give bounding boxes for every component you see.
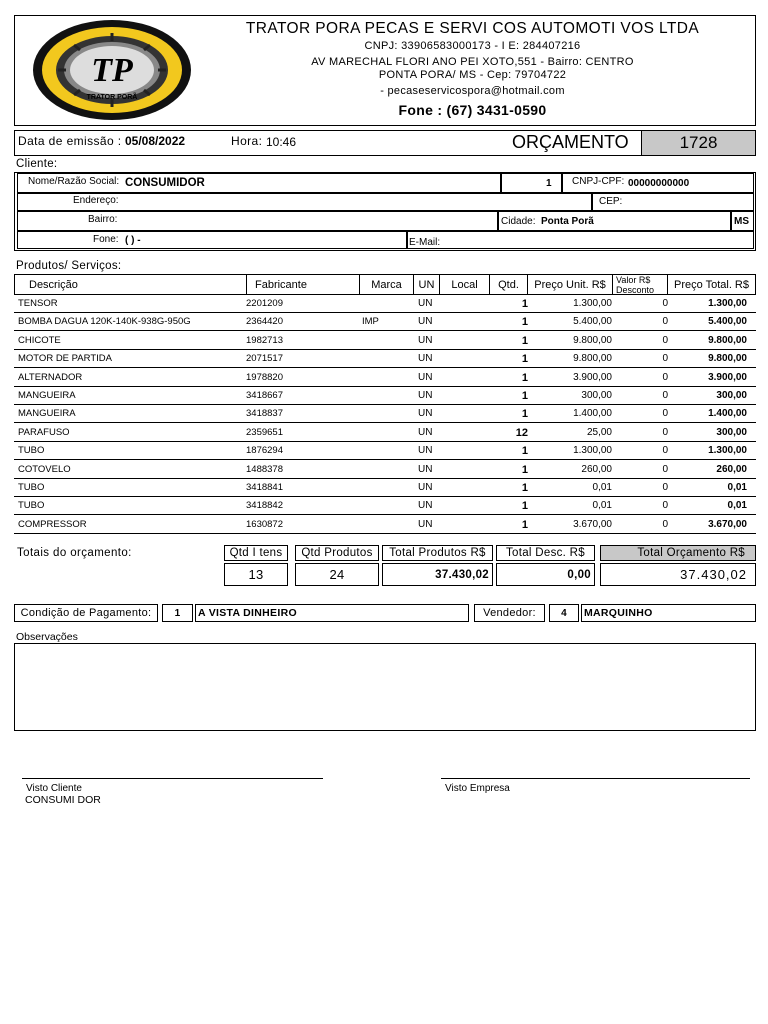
row-quantity: 1 bbox=[521, 518, 528, 531]
row-manufacturer: 3418842 bbox=[246, 500, 283, 512]
row-unit: UN bbox=[418, 445, 433, 457]
client-signature-line bbox=[22, 778, 323, 779]
client-signature-name: CONSUMI DOR bbox=[25, 794, 101, 806]
table-row bbox=[14, 350, 756, 368]
row-discount: 0 bbox=[662, 463, 668, 475]
row-quantity: 1 bbox=[521, 298, 528, 310]
row-description: COMPRESSOR bbox=[18, 518, 87, 530]
document-number: 1728 bbox=[641, 130, 756, 156]
row-total-price: 3.670,00 bbox=[708, 518, 747, 530]
row-quantity: 12 bbox=[515, 426, 528, 439]
client-name-label: Nome/Razão Social: bbox=[28, 176, 120, 187]
row-unit-price: 5.400,00 bbox=[573, 316, 612, 328]
observations-label: Observações bbox=[16, 631, 78, 643]
row-brand: IMP bbox=[362, 316, 379, 328]
header-description: Descrição bbox=[14, 274, 247, 295]
table-row bbox=[14, 461, 756, 479]
row-unit: UN bbox=[418, 482, 433, 493]
row-manufacturer: 2364420 bbox=[246, 316, 283, 328]
company-logo bbox=[32, 19, 192, 121]
table-row bbox=[14, 313, 756, 331]
row-unit: UN bbox=[418, 334, 433, 346]
row-unit: UN bbox=[418, 463, 433, 475]
header-discount-line1: Valor R$ bbox=[616, 274, 651, 285]
table-row bbox=[14, 442, 756, 460]
row-unit-price: 1.400,00 bbox=[573, 408, 612, 420]
header-manufacturer: Fabricante bbox=[246, 274, 360, 295]
row-unit-price: 9.800,00 bbox=[573, 353, 612, 365]
row-discount: 0 bbox=[662, 445, 668, 457]
row-manufacturer: 2071517 bbox=[246, 353, 283, 365]
table-row bbox=[14, 405, 756, 423]
row-quantity: 1 bbox=[521, 371, 528, 384]
date-label: Data de emissão : bbox=[18, 134, 122, 148]
row-quantity: 1 bbox=[521, 463, 528, 476]
company-city: PONTA PORA/ MS - Cep: 79704722 bbox=[378, 69, 567, 81]
client-city: Ponta Porã bbox=[541, 216, 594, 227]
row-manufacturer: 1982713 bbox=[246, 334, 283, 346]
row-unit: UN bbox=[418, 390, 433, 401]
total-budget-label: Total Orçamento R$ bbox=[600, 545, 756, 561]
row-unit: UN bbox=[418, 518, 433, 530]
row-discount: 0 bbox=[662, 316, 668, 328]
row-unit: UN bbox=[418, 316, 433, 328]
row-discount: 0 bbox=[662, 482, 668, 493]
qtd-items-label: Qtd I tens bbox=[224, 545, 288, 561]
row-unit-price: 0,01 bbox=[592, 500, 612, 512]
header-quantity: Qtd. bbox=[489, 274, 528, 295]
client-email-label: E-Mail: bbox=[409, 237, 441, 248]
company-name: TRATOR PORA PECAS E SERVI COS AUTOMOTI VOS LTDA bbox=[245, 20, 700, 37]
row-description: MANGUEIRA bbox=[18, 390, 76, 401]
row-unit-price: 1.300,00 bbox=[573, 298, 612, 309]
client-code-field bbox=[501, 173, 562, 193]
client-code: 1 bbox=[546, 178, 552, 189]
qtd-products-label: Qtd Produtos bbox=[295, 545, 379, 561]
row-unit-price: 260,00 bbox=[581, 463, 612, 475]
client-phone-label: Fone: bbox=[93, 234, 119, 245]
total-budget-value: 37.430,02 bbox=[600, 563, 756, 586]
row-description: TENSOR bbox=[18, 298, 58, 309]
row-total-price: 1.400,00 bbox=[708, 408, 747, 420]
observations-box bbox=[14, 643, 756, 731]
seller-label: Vendedor: bbox=[474, 604, 545, 622]
row-discount: 0 bbox=[662, 518, 668, 530]
row-unit-price: 0,01 bbox=[592, 482, 612, 493]
company-phone: Fone : (67) 3431-0590 bbox=[398, 102, 547, 118]
row-description: ALTERNADOR bbox=[18, 371, 83, 383]
row-unit: UN bbox=[418, 500, 433, 512]
row-unit: UN bbox=[418, 371, 433, 383]
row-description: PARAFUSO bbox=[18, 426, 70, 438]
row-unit: UN bbox=[418, 353, 433, 365]
row-total-price: 1.300,00 bbox=[708, 298, 747, 309]
row-discount: 0 bbox=[662, 500, 668, 512]
company-signature-label: Visto Empresa bbox=[445, 783, 510, 794]
header-discount-line2: Desconto bbox=[616, 284, 655, 295]
total-products-label: Total Produtos R$ bbox=[382, 545, 493, 561]
company-address: AV MARECHAL FLORI ANO PEI XOTO,551 - Bairro: CENTRO bbox=[311, 56, 634, 68]
header-brand: Marca bbox=[359, 274, 414, 295]
seller-code: 4 bbox=[549, 604, 579, 622]
total-discount-label: Total Desc. R$ bbox=[496, 545, 595, 561]
row-description: TUBO bbox=[18, 500, 45, 512]
row-description: TUBO bbox=[18, 482, 45, 493]
logo-subtext: TRATOR PORÃ bbox=[86, 94, 138, 101]
header-discount bbox=[612, 274, 668, 295]
emission-hour: 10:46 bbox=[266, 135, 297, 149]
company-email[interactable]: - pecaseservicospora@hotmail.com bbox=[380, 85, 565, 97]
table-row bbox=[14, 369, 756, 387]
row-manufacturer: 1876294 bbox=[246, 445, 283, 457]
row-description: MOTOR DE PARTIDA bbox=[18, 353, 112, 365]
client-email-field bbox=[407, 231, 754, 249]
row-manufacturer: 2201209 bbox=[246, 298, 283, 309]
emission-date: 05/08/2022 bbox=[125, 134, 186, 148]
client-city-label: Cidade: bbox=[501, 216, 536, 227]
row-unit-price: 300,00 bbox=[581, 390, 612, 401]
row-discount: 0 bbox=[662, 426, 668, 438]
payment-condition: A VISTA DINHEIRO bbox=[195, 604, 469, 622]
row-description: BOMBA DAGUA 120K-140K-938G-950G bbox=[18, 316, 191, 328]
client-cnpj: 00000000000 bbox=[628, 178, 690, 189]
row-total-price: 1.300,00 bbox=[708, 445, 747, 457]
row-manufacturer: 1630872 bbox=[246, 518, 283, 530]
client-section-label: Cliente: bbox=[16, 158, 58, 170]
client-bairro-label: Bairro: bbox=[88, 214, 118, 225]
row-description: TUBO bbox=[18, 445, 45, 457]
client-cnpj-label: CNPJ-CPF: bbox=[572, 176, 625, 187]
row-unit-price: 3.900,00 bbox=[573, 371, 612, 383]
table-row bbox=[14, 479, 756, 497]
table-row bbox=[14, 424, 756, 442]
row-unit-price: 3.670,00 bbox=[573, 518, 612, 530]
header-unit: UN bbox=[413, 274, 440, 295]
row-discount: 0 bbox=[662, 390, 668, 401]
qtd-products-value: 24 bbox=[295, 563, 379, 586]
row-total-price: 5.400,00 bbox=[708, 316, 747, 328]
row-quantity: 1 bbox=[521, 353, 528, 366]
row-quantity: 1 bbox=[521, 500, 528, 513]
seller-name: MARQUINHO bbox=[581, 604, 756, 622]
row-unit: UN bbox=[418, 408, 433, 420]
row-description: COTOVELO bbox=[18, 463, 71, 475]
row-total-price: 0,01 bbox=[727, 482, 747, 493]
totals-label: Totais do orçamento: bbox=[17, 547, 132, 559]
client-signature-label: Visto Cliente bbox=[26, 783, 82, 794]
client-address-label: Endereço: bbox=[73, 195, 119, 206]
row-description: CHICOTE bbox=[18, 334, 61, 346]
row-quantity: 1 bbox=[521, 316, 528, 329]
row-manufacturer: 1978820 bbox=[246, 371, 283, 383]
table-row bbox=[14, 295, 756, 313]
row-quantity: 1 bbox=[521, 445, 528, 458]
row-unit-price: 25,00 bbox=[586, 426, 612, 438]
row-unit-price: 1.300,00 bbox=[573, 445, 612, 457]
client-cep-label: CEP: bbox=[599, 196, 623, 207]
row-description: MANGUEIRA bbox=[18, 408, 76, 420]
row-total-price: 260,00 bbox=[716, 463, 747, 475]
payment-label: Condição de Pagamento: bbox=[14, 604, 158, 622]
payment-code: 1 bbox=[162, 604, 193, 622]
row-manufacturer: 1488378 bbox=[246, 463, 283, 475]
row-unit: UN bbox=[418, 426, 433, 438]
row-quantity: 1 bbox=[521, 334, 528, 347]
row-total-price: 300,00 bbox=[716, 426, 747, 438]
row-total-price: 3.900,00 bbox=[708, 371, 747, 383]
row-manufacturer: 3418841 bbox=[246, 482, 283, 493]
total-discount-value: 0,00 bbox=[496, 563, 595, 586]
row-manufacturer: 3418667 bbox=[246, 390, 283, 401]
table-row bbox=[14, 332, 756, 350]
client-state: MS bbox=[734, 216, 749, 227]
row-discount: 0 bbox=[662, 371, 668, 383]
table-row bbox=[14, 497, 756, 515]
row-total-price: 9.800,00 bbox=[708, 353, 747, 365]
header-total-price: Preço Total. R$ bbox=[667, 274, 756, 295]
table-row bbox=[14, 516, 756, 534]
qtd-items-value: 13 bbox=[224, 563, 288, 586]
company-signature-line bbox=[441, 778, 750, 779]
row-manufacturer: 2359651 bbox=[246, 426, 283, 438]
row-discount: 0 bbox=[662, 353, 668, 365]
row-unit: UN bbox=[418, 298, 433, 309]
row-quantity: 1 bbox=[521, 390, 528, 402]
client-name: CONSUMIDOR bbox=[125, 177, 205, 189]
client-phone: ( ) - bbox=[125, 235, 141, 246]
products-section-label: Produtos/ Serviços: bbox=[16, 260, 122, 272]
document-title: ORÇAMENTO bbox=[512, 132, 629, 152]
row-unit-price: 9.800,00 bbox=[573, 334, 612, 346]
row-manufacturer: 3418837 bbox=[246, 408, 283, 420]
row-total-price: 300,00 bbox=[716, 390, 747, 401]
header-unit-price: Preço Unit. R$ bbox=[527, 274, 613, 295]
row-quantity: 1 bbox=[521, 482, 528, 494]
hour-label: Hora: bbox=[231, 134, 263, 148]
client-phone-field bbox=[17, 231, 407, 249]
company-cnpj: CNPJ: 33906583000173 - I E: 284407216 bbox=[364, 40, 581, 52]
logo-text: TP bbox=[91, 52, 133, 89]
table-row bbox=[14, 387, 756, 405]
row-discount: 0 bbox=[662, 298, 668, 309]
row-discount: 0 bbox=[662, 334, 668, 346]
row-discount: 0 bbox=[662, 408, 668, 420]
row-total-price: 9.800,00 bbox=[708, 334, 747, 346]
row-total-price: 0,01 bbox=[727, 500, 747, 512]
header-location: Local bbox=[439, 274, 490, 295]
total-products-value: 37.430,02 bbox=[382, 563, 493, 586]
row-quantity: 1 bbox=[521, 408, 528, 421]
